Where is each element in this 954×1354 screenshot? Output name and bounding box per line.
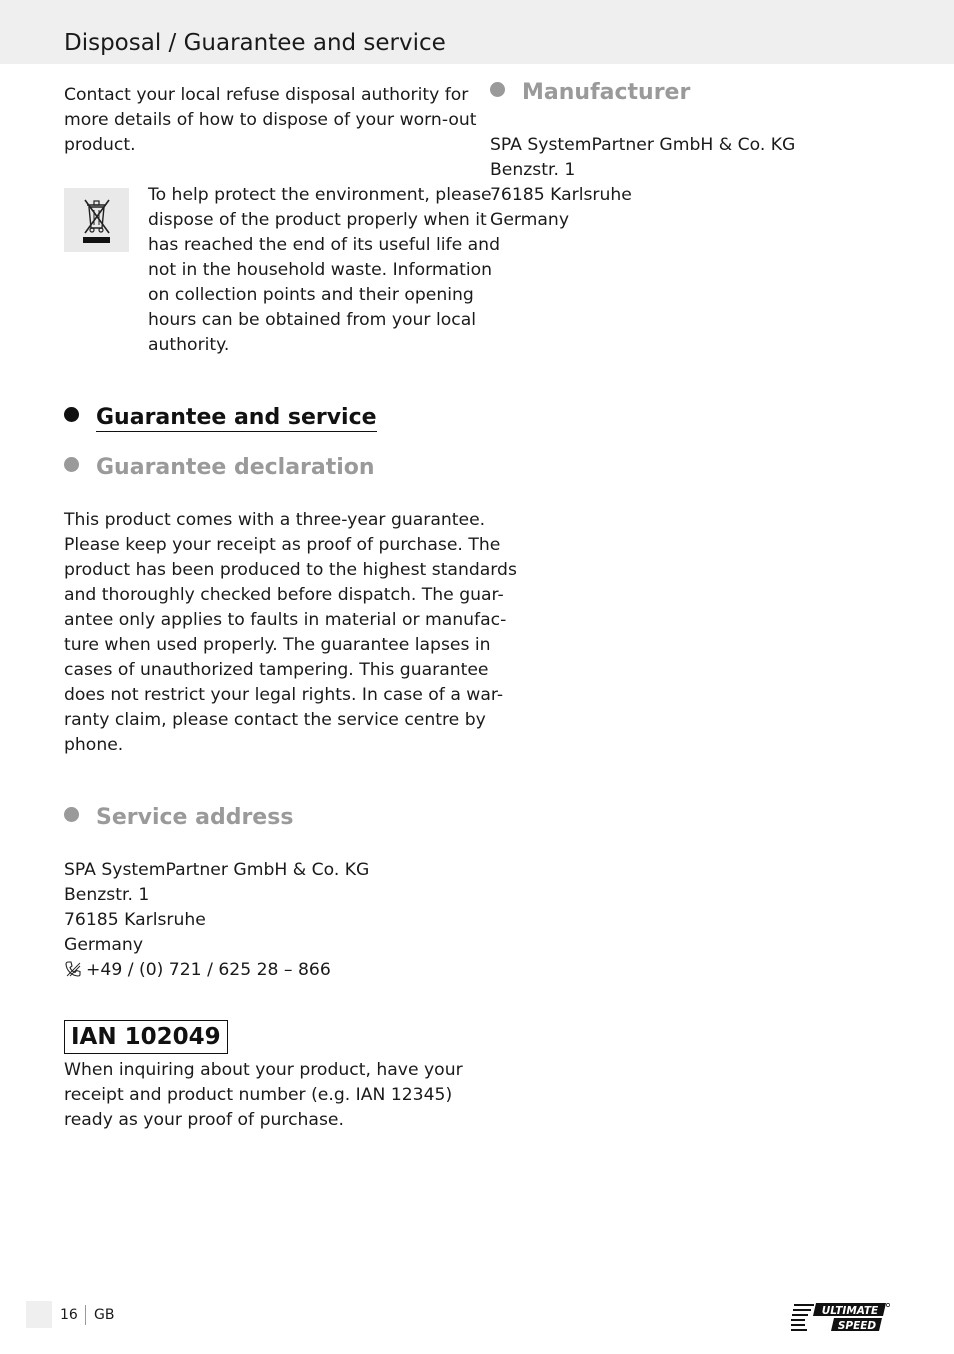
guarantee-line: Please keep your receipt as proof of purchase. The — [64, 535, 501, 555]
manufacturer-country: Germany — [490, 210, 569, 230]
service-country: Germany — [64, 935, 143, 955]
disposal-intro-line: product. — [64, 135, 136, 155]
ian-info-line: ready as your proof of purchase. — [64, 1110, 344, 1130]
ian-info-line: receipt and product number (e.g. IAN 12345) — [64, 1085, 453, 1105]
weee-text — [148, 183, 500, 358]
phone-icon — [64, 960, 82, 978]
manufacturer-address — [490, 133, 795, 233]
disposal-intro — [64, 83, 476, 158]
service-phone: +49 / (0) 721 / 625 28 – 866 — [86, 960, 331, 980]
manufacturer-heading-text: Manufacturer — [522, 80, 691, 105]
page-title: Disposal / Guarantee and service — [64, 30, 446, 56]
guarantee-line: ranty claim, please contact the service centre by — [64, 710, 486, 730]
weee-text-line: hours can be obtained from your local — [148, 310, 477, 330]
bullet-icon — [64, 807, 79, 822]
service-address — [64, 858, 369, 983]
crossed-out-wheelie-bin-icon — [64, 188, 129, 252]
manufacturer-heading — [490, 78, 690, 108]
guarantee-heading — [64, 403, 377, 433]
guarantee-heading-text: Guarantee and service — [96, 405, 377, 430]
guarantee-line: ture when used properly. The guarantee lapses in — [64, 635, 491, 655]
bullet-icon — [490, 82, 505, 97]
guarantee-line: and thoroughly checked before dispatch. The guar- — [64, 585, 504, 605]
service-address-heading-text: Service address — [96, 805, 294, 830]
weee-text-line: has reached the end of its useful life and — [148, 235, 500, 255]
manufacturer-street: Benzstr. 1 — [490, 160, 576, 180]
guarantee-line: cases of unauthorized tampering. This guarantee — [64, 660, 489, 680]
service-city: 76185 Karlsruhe — [64, 910, 206, 930]
language-code: GB — [94, 1307, 115, 1323]
disposal-intro-line: more details of how to dispose of your worn-out — [64, 110, 477, 130]
manufacturer-city: 76185 Karlsruhe — [490, 185, 632, 205]
bullet-icon — [64, 407, 79, 422]
disposal-intro-line: Contact your local refuse disposal authority for — [64, 85, 469, 105]
brand-line1: ULTIMATE — [821, 1305, 879, 1317]
service-street: Benzstr. 1 — [64, 885, 150, 905]
weee-text-line: not in the household waste. Information — [148, 260, 493, 280]
guarantee-line: This product comes with a three-year guarantee. — [64, 510, 486, 530]
guarantee-declaration-text — [64, 508, 517, 758]
ian-info — [64, 1058, 463, 1133]
weee-text-line: authority. — [148, 335, 230, 355]
service-address-heading — [64, 803, 293, 833]
guarantee-line: does not restrict your legal rights. In case of a war- — [64, 685, 504, 705]
guarantee-line: phone. — [64, 735, 124, 755]
weee-text-line: on collection points and their opening — [148, 285, 474, 305]
footer-marker — [26, 1301, 52, 1328]
ultimate-speed-logo — [790, 1300, 892, 1334]
ian-info-line: When inquiring about your product, have your — [64, 1060, 463, 1080]
weee-text-line: dispose of the product properly when it — [148, 210, 487, 230]
bullet-icon — [64, 457, 79, 472]
service-phone-line — [64, 958, 369, 983]
guarantee-line: product has been produced to the highest standards — [64, 560, 517, 580]
guarantee-line: antee only applies to faults in material or manufac- — [64, 610, 507, 630]
manufacturer-company: SPA SystemPartner GmbH & Co. KG — [490, 135, 796, 155]
page-number: 16 — [60, 1307, 78, 1323]
ian-number-box: IAN 102049 — [64, 1020, 228, 1054]
service-company: SPA SystemPartner GmbH & Co. KG — [64, 860, 370, 880]
brand-line2: SPEED — [837, 1320, 877, 1332]
guarantee-declaration-heading — [64, 453, 375, 483]
footer-divider — [85, 1305, 86, 1325]
guarantee-declaration-heading-text: Guarantee declaration — [96, 455, 375, 480]
weee-text-line: To help protect the environment, please — [148, 185, 492, 205]
